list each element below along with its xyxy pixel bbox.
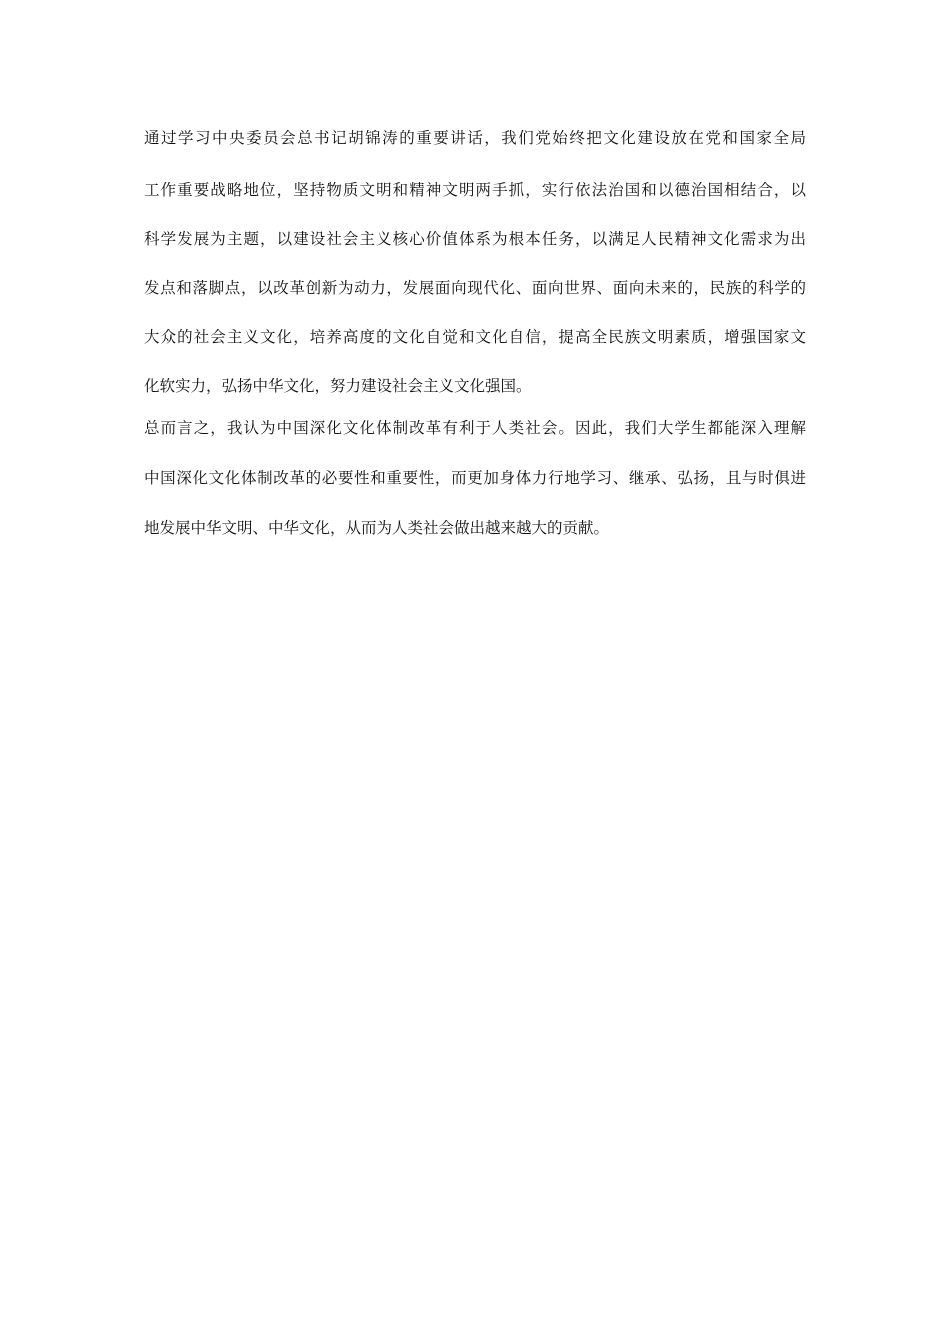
paragraph-line: 化软实力，弘扬中华文化，努力建设社会主义文化强国。: [144, 377, 532, 395]
paragraph-line: 地发展中华文明、中华文化，从而为人类社会做出越来越大的贡献。: [144, 519, 610, 537]
paragraph-line: 工作重要战略地位，坚持物质文明和精神文明两手抓，实行依法治国和以德治国相结合，以: [144, 181, 806, 199]
paragraph-line: 中国深化文化体制改革的必要性和重要性，而更加身体力行地学习、继承、弘扬，且与时俱进: [144, 469, 806, 487]
paragraph-line: 总而言之，我认为中国深化文化体制改革有利于人类社会。因此，我们大学生都能深入理解: [144, 419, 806, 437]
paragraph-line: 通过学习中央委员会总书记胡锦涛的重要讲话，我们党始终把文化建设放在党和国家全局: [144, 129, 806, 147]
paragraph-line: 大众的社会主义文化，培养高度的文化自觉和文化自信，提高全民族文明素质，增强国家文: [144, 328, 806, 346]
paragraph-line: 科学发展为主题，以建设社会主义核心价值体系为根本任务，以满足人民精神文化需求为出: [144, 230, 806, 248]
paragraph-line: 发点和落脚点，以改革创新为动力，发展面向现代化、面向世界、面向未来的，民族的科学的: [144, 279, 806, 297]
